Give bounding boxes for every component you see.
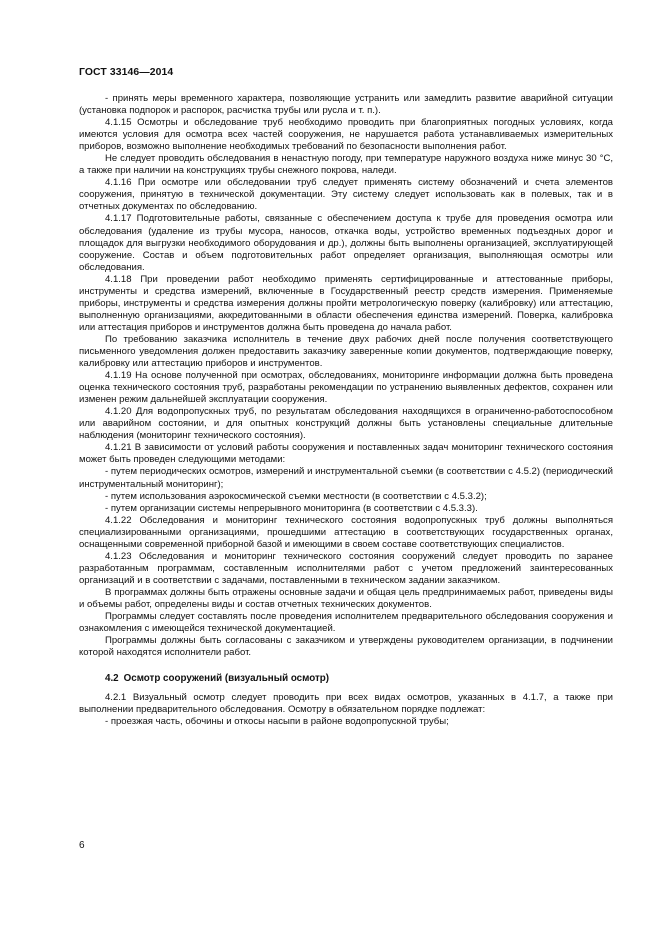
paragraph: 4.2.1 Визуальный осмотр следует проводить при всех видах осмотров, указанных в 4.1.7, а также при выполнении предварительного обследования. Осмотру в обязательном порядке подлежат: xyxy=(79,692,613,716)
paragraph: 4.1.22 Обследования и мониторинг технического состояния водопропускных труб должны выполняться специализированными организациями, прошедшими аттестацию в соответствующих государственных органах, оснащенными современной приборной базой и имеющими в своем составе соответствующих специалистов. xyxy=(79,514,613,550)
paragraph: 4.1.18 При проведении работ необходимо применять сертифицированные и аттестованные приборы, инструменты и средства измерений, включенные в Государственный реестр средств измерения. Применяемые приборы, инструменты и средства измерения должны пройти метрологическую поверку (калибровку) или аттестацию, выполненную организациями, аккредитованными в области обеспечения единства измерений. Поверка, калибровка или аттестация приборов и инструментов должна быть проведена до начала работ. xyxy=(79,273,613,333)
paragraph: Не следует проводить обследования в ненастную погоду, при температуре наружного воздуха ниже минус 30 °С, а также при наличии на конструкциях трубы снежного покрова, наледи. xyxy=(79,153,613,177)
paragraph: 4.1.21 В зависимости от условий работы сооружения и поставленных задач мониторинг технического состояния может быть проведен следующими методами: xyxy=(79,442,613,466)
paragraph: 4.1.16 При осмотре или обследовании труб следует применять систему обозначений и счета элементов сооружения, принятую в технической документации. Эту систему следует использовать как в полевых, так и в отчетных документах по обследованию. xyxy=(79,177,613,213)
paragraph: 4.1.20 Для водопропускных труб, по результатам обследования находящихся в ограниченно-работоспособном или аварийном состоянии, и для опытных конструкций должны быть установлены специальные длительные наблюдения (мониторинг технического состояния). xyxy=(79,406,613,442)
paragraph: 4.1.19 На основе полученной при осмотрах, обследованиях, мониторинге информации должна быть проведена оценка технического состояния труб, разработаны рекомендации по устранению выявленных дефектов, сохранен или изменен режим дальнейшей эксплуатации сооружения. xyxy=(79,370,613,406)
section-title: Осмотр сооружений (визуальный осмотр) xyxy=(123,673,330,685)
list-item: - проезжая часть, обочины и откосы насыпи в районе водопропускной трубы; xyxy=(105,716,449,728)
paragraph: Программы следует составлять после проведения исполнителем предварительного обследования сооружения и ознакомления с имеющейся технической документацией. xyxy=(79,611,613,635)
list-item: - путем использования аэрокосмической съемки местности (в соответствии с 4.5.3.2); xyxy=(105,490,487,502)
section-number: 4.2 xyxy=(105,673,119,685)
paragraph: 4.1.23 Обследования и мониторинг технического состояния сооружений следует проводить по заранее разработанным программам, составленным исполнителями работ с учетом предложений заинтересованных организаций и в соответствии с задачами, поставленными в техническом задании заказчиком. xyxy=(79,550,613,586)
section-heading xyxy=(79,673,613,685)
paragraph: Программы должны быть согласованы с заказчиком и утверждены руководителем организации, в подчинении которой находятся исполнители работ. xyxy=(79,635,613,659)
list-item: - путем организации системы непрерывного мониторинга (в соответствии с 4.5.3.3). xyxy=(105,502,478,514)
paragraph: По требованию заказчика исполнитель в течение двух рабочих дней после получения соответствующего письменного уведомления должен предоставить заказчику заверенные копии документов, подтверждающие поверку, калибровку или аттестацию приборов и инструментов. xyxy=(79,333,613,370)
paragraph: 4.1.15 Осмотры и обследование труб необходимо проводить при благоприятных погодных условиях, когда имеются условия для осмотра всех частей сооружения, не нарушается работа устанавливаемых измерительных приборов, возможно выполнение необходимых требований по безопасности выполнения работ. xyxy=(79,117,613,153)
list-item: - путем периодических осмотров, измерений и инструментальной съемки (в соответствии с 4.5.2) (периодический инструментальный мониторинг); xyxy=(79,466,613,490)
paragraph: В программах должны быть отражены основные задачи и общая цель предпринимаемых работ, приведены виды и объемы работ, определены виды и состав отчетных технических документов. xyxy=(79,586,613,610)
document-header: ГОСТ 33146—2014 xyxy=(79,67,174,78)
paragraph: 4.1.17 Подготовительные работы, связанные с обеспечением доступа к трубе для проведения осмотра или обследования (удаление из трубы мусора, наносов, откачка воды, устройство временных подъездных дорог и площадок для выгрузки необходимого оборудования и др.), должны быть выполнены организацией, эксплуатирующей сооружение. Состав и объем подготовительных работ определяет организация, выполняющая осмотры или обследования. xyxy=(79,213,613,273)
page-number: 6 xyxy=(79,840,85,851)
paragraph: - принять меры временного характера, позволяющие устранить или замедлить развитие аварийной ситуации (установка подпорок и распорок, расчистка трубы или русла и т. п.). xyxy=(79,93,613,117)
document-body xyxy=(79,93,613,728)
